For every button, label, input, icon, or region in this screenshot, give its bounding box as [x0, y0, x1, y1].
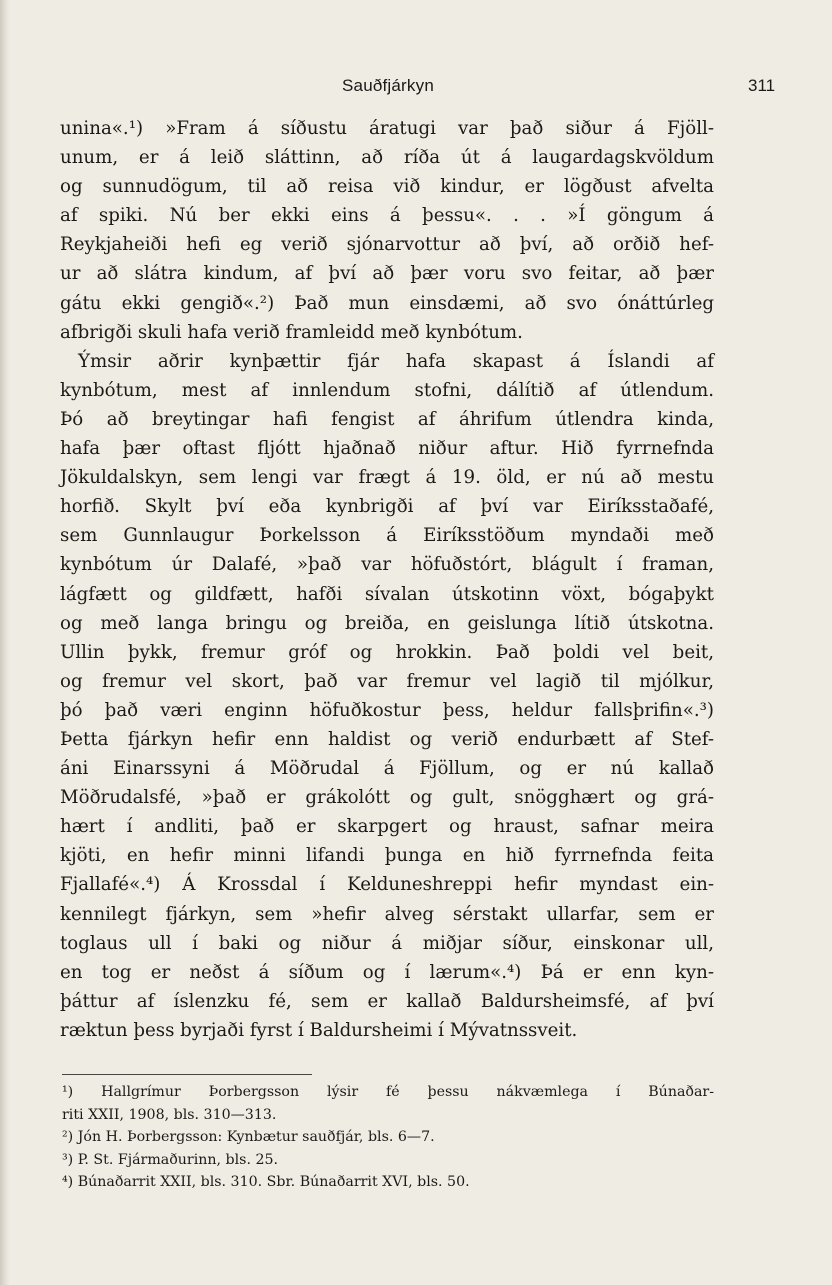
text-line: ræktun þess byrjaði fyrst í Baldursheimi í Mývatnssveit.	[60, 1019, 578, 1041]
footnote-line: riti XXII, 1908, bls. 310—313.	[62, 1106, 277, 1123]
text-line: horfið. Skylt því eða kynbrigði af því var Eiríksstaðafé,	[60, 496, 714, 518]
text-line: kynbótum, mest af innlendum stofni, dálítið af útlendum.	[60, 379, 714, 401]
footnote-line: ⁴) Búnaðarrit XXII, bls. 310. Sbr. Búnaðarrit XVI, bls. 50.	[62, 1174, 470, 1191]
text-line: afbrigði skuli hafa verið framleidd með kynbótum.	[60, 321, 523, 343]
text-line: hært í andliti, það er skarpgert og hraust, safnar meira	[60, 816, 714, 838]
text-line: og sunnudögum, til að reisa við kindur, er lögðust afvelta	[60, 176, 714, 198]
text-line: Þetta fjárkyn hefir enn haldist og verið endurbætt af Stef-	[60, 728, 714, 750]
text-line: þó það væri enginn höfuðkostur þess, heldur fallsþrifin«.³)	[60, 699, 714, 721]
text-line: unina«.¹) »Fram á síðustu áratugi var það siður á Fjöll-	[60, 118, 714, 139]
text-line: og fremur vel skort, það var fremur vel lagið til mjólkur,	[60, 670, 714, 692]
text-line: Fjallafé«.⁴) Á Krossdal í Kelduneshreppi hefir myndast ein-	[60, 874, 714, 896]
footnote-line: ²) Jón H. Þorbergsson: Kynbætur sauðfjár, bls. 6—7.	[62, 1129, 435, 1146]
text-line: Möðrudalsfé, »það er grákolótt og gult, snögghært og grá-	[60, 787, 714, 809]
text-line: Ullin þykk, fremur gróf og hrokkin. Það þoldi vel beit,	[60, 641, 714, 663]
text-line: og með langa bringu og breiða, en geislunga lítið útskotna.	[60, 612, 714, 634]
text-line: Jökuldalskyn, sem lengi var frægt á 19. öld, er nú að mestu	[60, 467, 714, 489]
text-line: Ýmsir aðrir kynþættir fjár hafa skapast á Íslandi af	[78, 350, 714, 372]
text-line: ur að slátra kindum, af því að þær voru svo feitar, að þær	[60, 263, 714, 285]
footnotes	[62, 1081, 714, 1194]
text-line: Þó að breytingar hafi fengist af áhrifum útlendra kinda,	[60, 408, 714, 430]
page-header	[0, 74, 832, 100]
footnote-line: ³) P. St. Fjármaðurinn, bls. 25.	[62, 1151, 279, 1168]
running-title: Sauðfjárkyn	[342, 76, 434, 95]
text-line: en tog er neðst á síðum og í lærum«.⁴) Þá er enn kyn-	[60, 961, 714, 983]
page-number: 311	[748, 76, 776, 95]
text-line: kennilegt fjárkyn, sem »hefir alveg sérstakt ullarfar, sem er	[60, 903, 714, 925]
page-edge-shadow	[0, 0, 10, 1285]
footnote-rule	[62, 1074, 312, 1075]
text-line: unum, er á leið sláttinn, að ríða út á laugardagskvöldum	[60, 147, 714, 169]
text-line: af spiki. Nú ber ekki eins á þessu«. . . »Í göngum á	[60, 205, 714, 227]
text-line: gátu ekki gengið«.²) Það mun einsdæmi, að svo ónáttúrleg	[60, 292, 714, 314]
text-line: áni Einarssyni á Möðrudal á Fjöllum, og er nú kallað	[60, 758, 714, 780]
text-line: kynbótum úr Dalafé, »það var höfuðstórt, blágult í framan,	[60, 554, 714, 576]
text-line: lágfætt og gildfætt, hafði sívalan útskotinn vöxt, bógaþykt	[60, 583, 714, 605]
body-text	[60, 114, 714, 1045]
text-line: kjöti, en hefir minni lifandi þunga en hið fyrrnefnda feita	[60, 845, 714, 867]
text-line: Reykjaheiði hefi eg verið sjónarvottur að því, að orðið hef-	[60, 234, 714, 256]
text-line: sem Gunnlaugur Þorkelsson á Eiríksstöðum myndaði með	[60, 525, 714, 547]
text-line: þáttur af íslenzku fé, sem er kallað Baldursheimsfé, af því	[60, 990, 714, 1012]
footnote-line: ¹) Hallgrímur Þorbergsson lýsir fé þessu nákvæmlega í Búnaðar-	[62, 1084, 714, 1100]
text-line: toglaus ull í baki og niður á miðjar síður, einskonar ull,	[60, 932, 714, 954]
text-line: hafa þær oftast fljótt hjaðnað niður aftur. Hið fyrrnefnda	[60, 438, 714, 460]
